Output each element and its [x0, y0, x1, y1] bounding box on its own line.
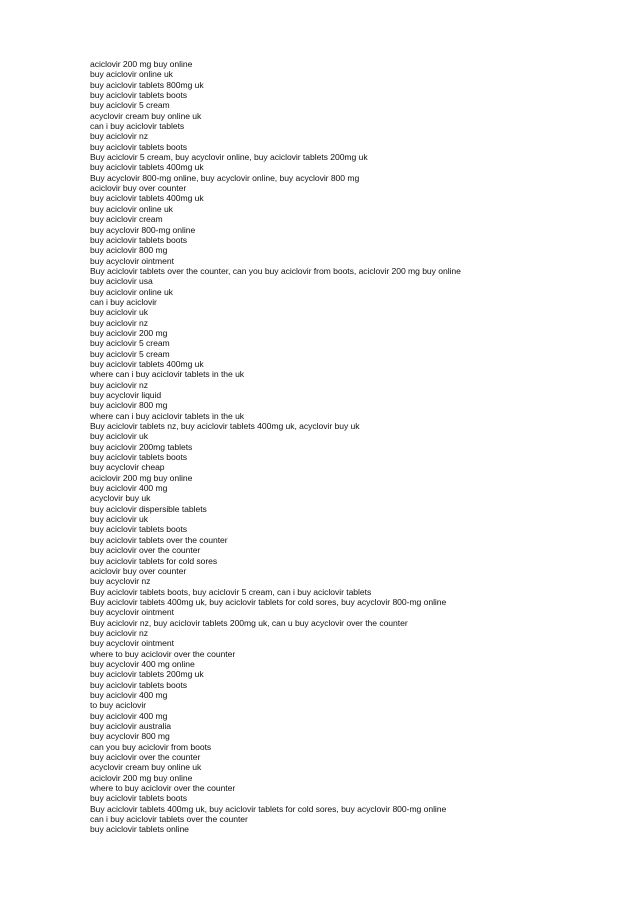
text-line: Buy aciclovir tablets over the counter, can you buy aciclovir from boots, aciclovir 200 mg buy online: [90, 265, 461, 276]
text-line: buy aciclovir dispersible tablets: [90, 503, 207, 514]
text-line: Buy aciclovir tablets 400mg uk, buy aciclovir tablets for cold sores, buy acyclovir 800-mg online: [90, 596, 447, 607]
text-line: buy aciclovir cream: [90, 214, 163, 225]
text-line: buy aciclovir 800 mg: [90, 245, 168, 256]
text-line: to buy aciclovir: [90, 700, 147, 711]
text-line: buy aciclovir tablets boots: [90, 234, 188, 245]
text-line: buy aciclovir 200 mg: [90, 327, 168, 338]
text-line: Buy aciclovir 5 cream, buy acyclovir online, buy aciclovir tablets 200mg uk: [90, 152, 368, 163]
text-line: Buy aciclovir tablets nz, buy aciclovir tablets 400mg uk, acyclovir buy uk: [90, 421, 360, 432]
text-line: aciclovir 200 mg buy online: [90, 472, 193, 483]
text-line: buy aciclovir tablets boots: [90, 141, 188, 152]
text-line: buy aciclovir 800 mg: [90, 400, 168, 411]
text-line: buy aciclovir 5 cream: [90, 348, 170, 359]
text-line: buy aciclovir australia: [90, 721, 172, 731]
text-line: buy aciclovir nz: [90, 379, 148, 390]
text-line: buy aciclovir 5 cream: [90, 100, 170, 111]
text-line: buy aciclovir tablets 400mg uk: [90, 193, 204, 204]
text-line: buy acyclovir nz: [90, 576, 151, 587]
text-line: can you buy aciclovir from boots: [90, 741, 212, 752]
text-line: buy aciclovir tablets 800mg uk: [90, 79, 204, 90]
text-line: buy acyclovir 800 mg: [90, 731, 170, 742]
text-line: Buy aciclovir nz, buy aciclovir tablets 200mg uk, can u buy acyclovir over the counter: [90, 617, 408, 628]
text-line: buy aciclovir 400 mg: [90, 710, 168, 721]
text-line: buy acyclovir liquid: [90, 390, 162, 400]
text-line: buy aciclovir tablets over the counter: [90, 534, 228, 545]
text-line: aciclovir 200 mg buy online: [90, 59, 193, 69]
text-line: can i buy aciclovir: [90, 296, 157, 307]
text-line: buy acyclovir cheap: [90, 462, 165, 473]
text-line: buy aciclovir over the counter: [90, 545, 201, 556]
text-line: buy aciclovir online uk: [90, 69, 173, 80]
text-line: acyclovir cream buy online uk: [90, 762, 202, 773]
text-line: buy acyclovir ointment: [90, 607, 174, 618]
text-line: buy acyclovir 800-mg online: [90, 224, 196, 235]
text-line: buy aciclovir tablets for cold sores: [90, 555, 218, 566]
text-line: buy aciclovir tablets boots: [90, 90, 188, 101]
text-line: buy aciclovir nz: [90, 627, 148, 638]
text-line: buy acyclovir 400 mg online: [90, 658, 195, 669]
text-line: buy aciclovir 5 cream: [90, 338, 170, 349]
text-line: buy aciclovir 400 mg: [90, 483, 168, 494]
text-line: where to buy aciclovir over the counter: [90, 783, 236, 794]
text-line: buy aciclovir tablets boots: [90, 679, 188, 690]
text-line: buy aciclovir tablets online: [90, 824, 189, 835]
text-line: aciclovir buy over counter: [90, 183, 187, 194]
text-line: buy aciclovir 200mg tablets: [90, 441, 193, 452]
text-line: buy aciclovir tablets 400mg uk: [90, 162, 204, 173]
text-line: Buy acyclovir 800-mg online, buy acyclovir online, buy acyclovir 800 mg: [90, 172, 360, 183]
text-line: buy aciclovir tablets boots: [90, 524, 188, 535]
text-line: buy aciclovir uk: [90, 307, 148, 318]
text-line: buy aciclovir nz: [90, 317, 148, 328]
text-line: buy aciclovir uk: [90, 514, 148, 525]
text-line: can i buy aciclovir tablets: [90, 121, 185, 132]
text-line: buy acyclovir ointment: [90, 255, 174, 266]
text-line: buy aciclovir tablets boots: [90, 452, 188, 463]
text-line: acyclovir cream buy online uk: [90, 110, 202, 121]
text-line: buy aciclovir tablets 400mg uk: [90, 358, 204, 369]
text-line: buy aciclovir uk: [90, 431, 148, 442]
text-line: buy aciclovir over the counter: [90, 752, 201, 763]
text-line: Buy aciclovir tablets boots, buy aciclovir 5 cream, can i buy aciclovir tablets: [90, 586, 372, 597]
text-line: buy aciclovir nz: [90, 131, 148, 142]
text-line: buy aciclovir online uk: [90, 203, 173, 214]
text-line: aciclovir 200 mg buy online: [90, 772, 193, 783]
text-line: buy aciclovir tablets 200mg uk: [90, 669, 204, 680]
text-line: acyclovir buy uk: [90, 493, 151, 504]
text-line: buy acyclovir ointment: [90, 638, 174, 649]
document-page: [90, 59, 620, 835]
text-line: buy aciclovir usa: [90, 276, 153, 287]
text-line: buy aciclovir online uk: [90, 286, 173, 297]
text-line: where can i buy aciclovir tablets in the uk: [90, 410, 245, 421]
text-line: aciclovir buy over counter: [90, 565, 187, 576]
text-line: where to buy aciclovir over the counter: [90, 648, 236, 659]
text-line: Buy aciclovir tablets 400mg uk, buy aciclovir tablets for cold sores, buy acyclovir 800-mg online: [90, 803, 447, 814]
text-line: buy aciclovir 400 mg: [90, 689, 168, 700]
text-line: where can i buy aciclovir tablets in the uk: [90, 369, 245, 380]
text-line: buy aciclovir tablets boots: [90, 793, 188, 804]
text-line: can i buy aciclovir tablets over the counter: [90, 814, 248, 825]
